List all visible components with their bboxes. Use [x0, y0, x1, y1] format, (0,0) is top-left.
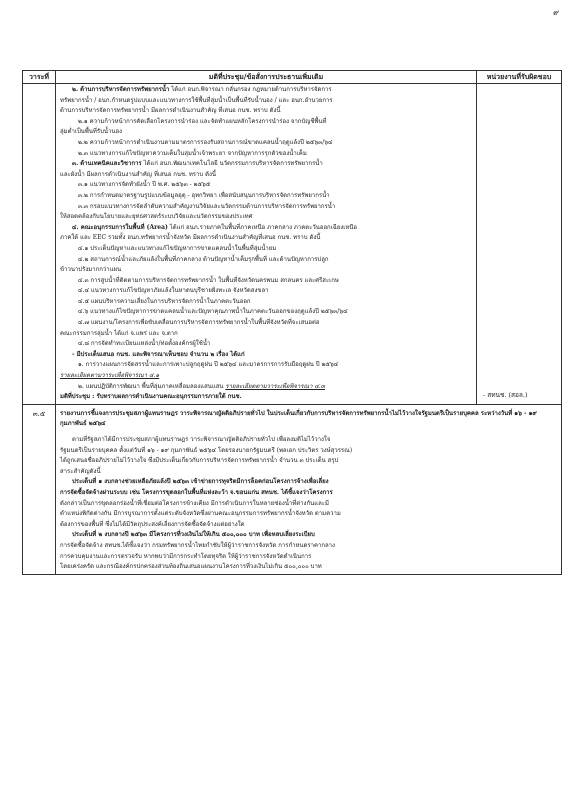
text-line: ๔.๒ สถานการณ์น้ำและภัยแล้งในพื้นที่ภาคกลาง ด้านปัญหาน้ำเค็มรุกพื้นที่ และด้านปัญหาการปลูก: [78, 255, 329, 263]
resolution-line: มติที่ประชุม : รับทราบผลการดำเนินงานคณะอนุกรรมการภายใต้ กนช.: [60, 393, 242, 401]
page-number: ๙: [553, 8, 559, 17]
text-line: ๔.๓ การสูบน้ำที่ติดตามการบริหารจัดการทรัพยากรน้ำ ในพื้นที่จังหวัดนครพนม สกลนคร และศรีสะเกษ: [78, 276, 339, 284]
text-line: ๓. ด้านเทคนิคและวิชาการ ได้แก่ อนก.พัฒนาเทคโนโลยี นวัตกรรมการบริหารจัดการทรัพยากรน้ำ: [72, 160, 323, 168]
text-line: การจัดซื้อจัดจ้างผ่านระบบ เช่น โครงการขุดลอกในพื้นที่แห่งละว้า จ.ขอนแก่น สทนช. ได้ชี้แจงว่าโครงการ: [60, 488, 333, 496]
text-line: การควบคุมงานและการตรวจรับ หากพบว่ามีการกระทำโดยทุจริต ให้ผู้ว่าราชการจังหวัดดำเนินการ: [60, 552, 312, 560]
text-line: ๔.๖ แนวทางแก้ไขปัญหาการขาดแคลนน้ำและปัญหาคุณภาพน้ำในภาคตะวันออกของฤดูแล้งปี ๒๕๖๓/๖๔: [78, 308, 348, 316]
text-line: ข้าวนาปรังมากกว่าแผน: [60, 266, 122, 274]
text-line: คณะกรรมการลุ่มน้ำ ได้แก่ จ.แพร่ และ จ.ตาก: [60, 329, 178, 337]
text-line: ๒. แผนปฏิบัติการพัฒนา พื้นที่ลุ่มภาคเหลื่อมลองแสนแสน รายละเอียดตามวาระเพื่อพิจารณา ๔.๓: [78, 382, 325, 390]
text-line: ๔.๘ การจัดทำทะเบียนแหล่งน้ำ/ท่อตั้งองค์กรผู้ใช้น้ำ: [78, 340, 211, 348]
text-line: ลุ่มต่ำเป็นพื้นที่รับน้ำนอง: [60, 128, 123, 136]
text-line: ตามที่รัฐสภาได้มีการประชุมสภาผู้แทนราษฎร วาระพิจารณาญัตติอภิปรายทั่วไป เพื่อลงมติไม่ไว้วางใจ: [72, 436, 331, 443]
header-resolution: มติที่ประชุม/ข้อสั่งการประธานเพิ่มเติม: [56, 71, 477, 84]
text-line: ๒.๒ ความก้าวหน้าการดำเนินงานตามมาตรการรองรับสถานการณ์ขาดแคลนน้ำฤดูแล้งปี ๒๕๖๓/๖๔: [78, 138, 333, 146]
text-line: ให้สอดคล้องกับนโยบายและยุทธศาสตร์ระบบวิจัยและนวัตกรรมของประเทศ: [60, 213, 253, 221]
table-header-row: [23, 71, 562, 84]
text-line: ๓.๒ การกำหนดมาตรฐานรูปแบบข้อมูลอุตุ - อุทกวิทยา เพื่อสนับสนุนการบริหารจัดการทรัพยากรน้ำ: [78, 191, 330, 199]
table-row-continued: [23, 84, 562, 405]
text-line: ด้านการบริหารจัดการทรัพยากรน้ำ มีผลการดำเนินงานสำคัญ ที่เสนอ กนช. ทราบ ดังนี้: [60, 107, 281, 115]
text-line: ภาคใต้ และ EEC รวมทั้ง อนภ.ทรัพยากรน้ำจังหวัด มีผลการดำเนินงานสำคัญที่เสนอ กนช. ทราบ ดังนี้: [60, 234, 321, 242]
responsible-unit: - สทนช. (สอล.): [477, 84, 562, 405]
text-line: ๒.๓ แนวทางการแก้ไขปัญหาความเค็มในลุ่มน้ำเจ้าพระยา จากปัญหาการรุกตัวของน้ำเค็ม: [78, 149, 307, 157]
text-line: ๒. ด้านการบริหารจัดการทรัพยากรน้ำ ได้แก่ อนก.พิจารณา กลั่นกรอง กฎหมายด้านการบริหารจัดการ: [72, 86, 332, 93]
text-line: รัฐมนตรีเป็นรายบุคคล ตั้งแต่วันที่ ๑๖ - ๑๙ กุมภาพันธ์ ๒๕๖๔ โดยรองนายกรัฐมนตรี (พลเอก ประวิตร วงษ์สุวรรณ): [60, 446, 353, 454]
agenda-number: [23, 84, 56, 405]
text-line: ๔.๕ แผนบริหารความเสี่ยงในการบริหารจัดการน้ำในภาคตะวันออก: [78, 297, 251, 305]
text-line: ๓.๑ แนวทางการจัดทำผังน้ำ ปี พ.ศ. ๒๕๖๓ - ๒๕๖๕: [78, 181, 211, 189]
text-line: โดยเคร่งครัด และกรณีองค์กรปกครองส่วนท้องถิ่นเสนอแผนงานโครงการที่วงเงินไม่เกิน ๕๐๐,๐๐๐ บาท: [60, 563, 322, 571]
text-line: รายละเอียดตามวาระเพื่อพิจารณา ๔.๑: [60, 372, 160, 380]
text-line: ๔. คณะอนุกรรมการในพื้นที่ (Area) ได้แก่ อนภ.รายภาคในพื้นที่ภาคเหนือ ภาคกลาง ภาคตะวันออกเฉียงเหนือ: [72, 223, 357, 231]
header-agenda: วาระที่: [23, 71, 56, 84]
text-line: ๔.๗ แผนงาน/โครงการเพื่อขับเคลื่อนการบริหารจัดการทรัพยากรน้ำในพื้นที่จังหวัดที่จะเสนอต่อ: [78, 319, 320, 327]
text-line: ประเด็นที่ ๒ งบกลางปี ๒๕๖๓ มีโครงการที่วงเงินไม่ให้เกิน ๕๐๐,๐๐๐ บาท เพื่อหลบเลี่ยงระเบียบ: [72, 531, 315, 539]
table-row: [23, 404, 562, 574]
agenda-number: ๓.๕: [23, 404, 56, 574]
text-line: ๒.๑ ความก้าวหน้าการคัดเลือกโครงการนำร่อง และจัดทำแผนหลักโครงการนำร่อง จากบัญชีพื้นที่: [78, 117, 327, 125]
text-line: ทรัพยากรน้ำ / อนก.กำหนดรูปแบบและแนวทางการใช้พื้นที่ลุ่มน้ำเป็นพื้นที่รับน้ำนอง / และ อนก.อำนวยการ: [60, 96, 333, 104]
agenda-content: [56, 404, 562, 574]
meeting-table: [22, 70, 562, 575]
text-line: ต้องการของพื้นที่ ซึ่งไม่ได้มีวัตถุประสงค์เลี่ยงการจัดซื้อจัดจ้างแต่อย่างใด: [60, 520, 245, 528]
header-responsible-unit: หน่วยงานที่รับผิดชอบ: [477, 71, 562, 84]
text-line: - มีประเด็นเสนอ กนช. และพิจารณาเห็นชอบ จำนวน ๒ เรื่อง ได้แก่: [72, 350, 245, 358]
text-line: ได้ถูกเสนอชื่ออภิปรายไม่ไว้วางใจ ซึ่งมีประเด็นเกี่ยวกับการบริหารจัดการทรัพยากรน้ำ จำนวน ๓ ประเด็น สรุป: [60, 457, 339, 465]
text-line: ๓.๓ กรอบแนวทางการจัดลำดับความสำคัญงานวิจัยและนวัตกรรมด้านการบริหารจัดการทรัพยากรน้ำ: [78, 202, 336, 210]
text-line: สาระสำคัญดังนี้: [60, 467, 101, 475]
text-line: ๔.๑ ประเด็นปัญหาและแนวทางแก้ไขปัญหาการขาดแคลนน้ำในพื้นที่ลุ่มน้ำยม: [78, 244, 277, 252]
agenda-title: รายงานการชี้แจงการประชุมสภาผู้แทนราษฎร วาระพิจารณาญัตติอภิปรายทั่วไป ในประเด็นเกี่ยวกับการบริหารจัดการทรัพยากรน้ำไม่ไว้วางใจรัฐมนตรีเป็นรายบุคคล ระหว่างวันที่ ๑๖ - ๑๙ กุมภาพันธ์ ๒๕๖๔: [60, 409, 537, 428]
text-line: การจัดซื้อจัดจ้าง สทนช.ได้ชี้แจงว่า กรมทรัพยากรน้ำไทยกำชับให้ผู้ว่าราชการจังหวัด การกำหนดราคากลาง: [60, 541, 335, 549]
text-line: ตำแหน่งพิกัดต่างกัน มีการบูรณาการตั้งแต่ระดับจังหวัดซึ่งผ่านคณะอนุกรรมการทรัพยากรน้ำจังหวัด ตามความ: [60, 510, 341, 518]
resolution-text: [56, 84, 477, 405]
text-line: ประเด็นที่ ๑ งบกลางช่วยเหลือภัยแล้งปี ๒๕๖๓ เข้าข่ายการทุจริตมีการล็อคก่อนโครงการจ้างเพื่อเลี่ยง: [72, 478, 329, 486]
text-line: และผังน้ำ มีผลการดำเนินงานสำคัญ ที่เสนอ กนช. ทราบ ดังนี้: [60, 170, 217, 178]
text-line: ๑. การวางแผนการจัดสรรน้ำและการเพาะปลูกฤดูฝน ปี ๒๕๖๔ และมาตรการการรับมือฤดูฝน ปี ๒๕๖๔: [78, 361, 339, 369]
text-line: ดังกล่าวเป็นการขุดลอกร่องน้ำที่เชื่อมต่อโครงการข้างเคียง มีการดำเนินการในหลายช่องน้ำที่ต่างกันและมี: [60, 499, 329, 507]
text-line: ๔.๔ แนวทางการแก้ไขปัญหาภัยแล้งในหาดนบุรีชายฝั่งทะเล จังหวัดสงขลา: [78, 287, 269, 295]
